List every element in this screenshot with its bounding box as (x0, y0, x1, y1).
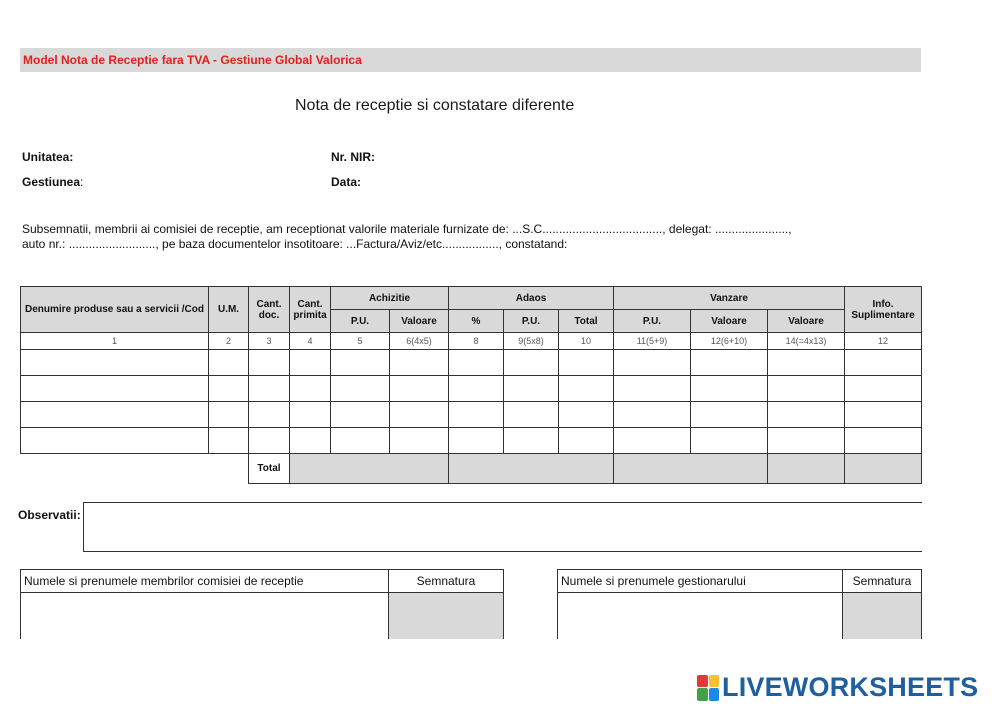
entry-cell[interactable] (691, 428, 768, 454)
data-label: Data: (331, 175, 362, 189)
table-row (21, 402, 922, 428)
entry-cell[interactable] (331, 402, 390, 428)
column-number: 10 (559, 333, 614, 350)
column-number: 12(6+10) (691, 333, 768, 350)
manager-signature-input[interactable] (843, 593, 922, 640)
entry-cell[interactable] (768, 428, 845, 454)
header-um: U.M. (209, 287, 249, 333)
subheader-vanzare-valoare-2: Valoare (768, 310, 845, 333)
entry-cell[interactable] (845, 376, 922, 402)
column-number: 5 (331, 333, 390, 350)
entry-cell[interactable] (390, 350, 449, 376)
table-row (21, 350, 922, 376)
gestiunea-label: Gestiunea: (22, 175, 84, 189)
total-vanzare-cell[interactable] (614, 454, 768, 484)
entry-cell[interactable] (768, 350, 845, 376)
entry-cell[interactable] (559, 402, 614, 428)
entry-cell[interactable] (449, 428, 504, 454)
entry-cell[interactable] (691, 376, 768, 402)
entry-cell[interactable] (449, 350, 504, 376)
entry-cell[interactable] (331, 350, 390, 376)
commission-signature-input[interactable] (389, 593, 504, 640)
column-number: 3 (249, 333, 290, 350)
commission-name-header: Numele si prenumele membrilor comisiei de receptie (21, 570, 389, 593)
nir-label: Nr. NIR: (331, 150, 376, 164)
commission-signature-table (20, 569, 504, 639)
document-title: Nota de receptie si constatare diferente (295, 97, 575, 114)
header-vanzare: Vanzare (614, 287, 845, 310)
entry-cell[interactable] (504, 350, 559, 376)
entry-cell[interactable] (290, 428, 331, 454)
table-row (21, 428, 922, 454)
entry-cell[interactable] (21, 376, 209, 402)
subheader-adaos-total: Total (559, 310, 614, 333)
manager-name-header: Numele si prenumele gestionarului (558, 570, 843, 593)
entry-cell[interactable] (614, 376, 691, 402)
entry-cell[interactable] (691, 402, 768, 428)
entry-cell[interactable] (290, 402, 331, 428)
manager-name-input[interactable] (558, 593, 843, 640)
commission-name-input[interactable] (21, 593, 389, 640)
logo-square (697, 688, 708, 701)
liveworksheets-logo-icon (697, 675, 719, 701)
entry-cell[interactable] (249, 402, 290, 428)
manager-signature-table (557, 569, 922, 639)
entry-cell[interactable] (249, 376, 290, 402)
entry-cell[interactable] (559, 376, 614, 402)
entry-cell[interactable] (290, 376, 331, 402)
observatii-input[interactable] (83, 502, 922, 552)
entry-cell[interactable] (845, 428, 922, 454)
subheader-vanzare-pu: P.U. (614, 310, 691, 333)
header-adaos: Adaos (449, 287, 614, 310)
reception-table (20, 286, 922, 484)
entry-cell[interactable] (209, 376, 249, 402)
entry-cell[interactable] (249, 350, 290, 376)
column-number: 9(5x8) (504, 333, 559, 350)
entry-cell[interactable] (209, 428, 249, 454)
subheader-vanzare-valoare: Valoare (691, 310, 768, 333)
entry-cell[interactable] (331, 428, 390, 454)
table-row (21, 376, 922, 402)
entry-cell[interactable] (845, 350, 922, 376)
commission-sign-header: Semnatura (389, 570, 504, 593)
entry-cell[interactable] (449, 376, 504, 402)
logo-square (697, 675, 708, 688)
header-achizitie: Achizitie (331, 287, 449, 310)
subheader-achizitie-valoare: Valoare (390, 310, 449, 333)
entry-cell[interactable] (504, 428, 559, 454)
model-title-bar (20, 48, 921, 72)
logo-text: LIVEWORKSHEETS (722, 672, 979, 702)
header-info: Info. Suplimentare (845, 287, 922, 333)
manager-sign-header: Semnatura (843, 570, 922, 593)
column-number-row (21, 333, 922, 350)
paragraph-line-2: auto nr.: .........................., pe baza documentelor insotitoare: ...Factura/Aviz/etc................., constatand: (22, 237, 568, 251)
liveworksheets-logo[interactable] (697, 672, 978, 703)
column-number: 4 (290, 333, 331, 350)
column-number: 2 (209, 333, 249, 350)
subheader-adaos-pu: P.U. (504, 310, 559, 333)
total-blank (21, 454, 249, 484)
entry-cell[interactable] (21, 402, 209, 428)
logo-square (709, 675, 720, 688)
header-cant-doc: Cant. doc. (249, 287, 290, 333)
entry-cell[interactable] (504, 402, 559, 428)
entry-cell[interactable] (614, 428, 691, 454)
entry-cell[interactable] (290, 350, 331, 376)
logo-square (709, 688, 720, 701)
entry-cell[interactable] (691, 350, 768, 376)
entry-cell[interactable] (390, 376, 449, 402)
entry-cell[interactable] (209, 350, 249, 376)
entry-cell[interactable] (559, 428, 614, 454)
total-vanzare-valoare-cell[interactable] (768, 454, 845, 484)
total-label: Total (249, 454, 290, 484)
column-number: 8 (449, 333, 504, 350)
header-denumire: Denumire produse sau a servicii /Cod (21, 287, 209, 333)
reception-paragraph (22, 222, 902, 252)
entry-cell[interactable] (614, 402, 691, 428)
header-cant-primita: Cant. primita (290, 287, 331, 333)
entry-cell[interactable] (559, 350, 614, 376)
total-info-cell[interactable] (845, 454, 922, 484)
entry-cell[interactable] (249, 428, 290, 454)
entry-cell[interactable] (21, 428, 209, 454)
entry-cell[interactable] (209, 402, 249, 428)
paragraph-line-1: Subsemnatii, membrii ai comisiei de receptie, am receptionat valorile materiale furnizate de: ...S.C...................................., delegat: ......................, (22, 222, 792, 236)
entry-cell[interactable] (614, 350, 691, 376)
entry-cell[interactable] (768, 376, 845, 402)
column-number: 12 (845, 333, 922, 350)
observatii-label: Observatii: (18, 508, 81, 522)
column-number: 1 (21, 333, 209, 350)
total-row (21, 454, 922, 484)
entry-cell[interactable] (390, 402, 449, 428)
entry-cell[interactable] (331, 376, 390, 402)
subheader-achizitie-pu: P.U. (331, 310, 390, 333)
total-adaos-cell[interactable] (449, 454, 614, 484)
subheader-adaos-procent: % (449, 310, 504, 333)
column-number: 11(5+9) (614, 333, 691, 350)
entry-cell[interactable] (768, 402, 845, 428)
unitatea-label: Unitatea: (22, 150, 74, 164)
entry-cell[interactable] (845, 402, 922, 428)
model-title: Model Nota de Receptie fara TVA - Gestiune Global Valorica (23, 53, 362, 67)
column-number: 14(=4x13) (768, 333, 845, 350)
column-number: 6(4x5) (390, 333, 449, 350)
entry-cell[interactable] (21, 350, 209, 376)
entry-cell[interactable] (390, 428, 449, 454)
total-achizitie-cell[interactable] (290, 454, 449, 484)
entry-cell[interactable] (504, 376, 559, 402)
entry-cell[interactable] (449, 402, 504, 428)
